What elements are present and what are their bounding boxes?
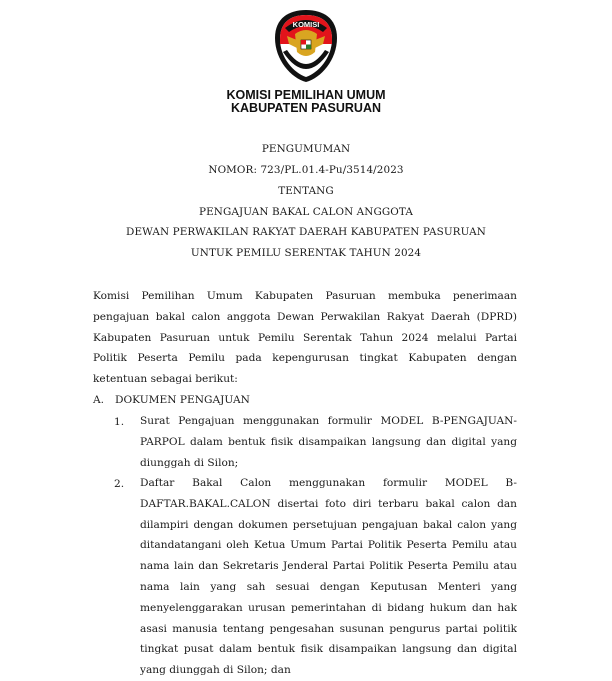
item-line: ditandatangani oleh Ketua Umum Partai Politik Peserta Pemilu atau xyxy=(140,539,517,552)
org-regency: KABUPATEN PASURUAN xyxy=(231,101,381,115)
item-line: DAFTAR.BAKAL.CALON disertai foto diri terbaru bakal calon dan xyxy=(140,497,517,510)
intro-line: ketentuan sebagai berikut: xyxy=(93,373,238,386)
item-number: 2. xyxy=(114,478,125,490)
intro-line: Politik Peserta Pemilu pada kepengurusan tingkat Kabupaten dengan xyxy=(93,352,517,365)
item-line: Surat Pengajuan menggunakan formulir MODEL B-PENGAJUAN- xyxy=(140,415,517,427)
item-line: diunggah di Silon; xyxy=(140,456,239,469)
item-line: nama lain dan Sekretaris Jenderal Partai Politik Peserta Pemilu atau xyxy=(140,560,517,573)
doc-subject-line-2: DEWAN PERWAKILAN RAKYAT DAERAH KABUPATEN PASURUAN xyxy=(126,226,486,238)
logo-top-text: KOMISI xyxy=(292,20,320,29)
item-number: 1. xyxy=(114,416,125,428)
intro-line: pengajuan bakal calon anggota Dewan Perwakilan Rakyat Daerah (DPRD) xyxy=(93,310,517,323)
org-name: KOMISI PEMILIHAN UMUM xyxy=(226,88,386,102)
doc-subject-line-3: UNTUK PEMILU SERENTAK TAHUN 2024 xyxy=(190,247,422,259)
intro-paragraph xyxy=(93,286,517,390)
doc-about-label: TENTANG xyxy=(278,185,334,197)
doc-title: PENGUMUMAN xyxy=(261,143,351,155)
kpu-logo-icon xyxy=(271,8,341,84)
section-a-heading xyxy=(93,394,250,406)
doc-number: NOMOR: 723/PL.01.4-Pu/3514/2023 xyxy=(208,164,404,176)
list-item xyxy=(140,473,517,681)
item-line: Daftar Bakal Calon menggunakan formulir MODEL B- xyxy=(140,477,517,489)
doc-subject-line-1: PENGAJUAN BAKAL CALON ANGGOTA xyxy=(199,206,413,218)
section-title: DOKUMEN PENGAJUAN xyxy=(115,394,250,406)
intro-line: Komisi Pemilihan Umum Kabupaten Pasuruan membuka penerimaan xyxy=(93,290,517,302)
item-line: PARPOL dalam bentuk fisik disampaikan langsung dan digital yang xyxy=(140,435,517,448)
item-line: asasi manusia tentang pengesahan susunan pengurus partai politik xyxy=(140,622,517,635)
item-line: menyelenggarakan urusan pemerintahan di bidang hukum dan hak xyxy=(140,601,517,614)
item-line: tingkat pusat dalam bentuk fisik disampaikan langsung dan digital xyxy=(140,643,517,656)
item-line: nama lain yang sah sesuai dengan Keputusan Menteri yang xyxy=(140,580,517,593)
list-item xyxy=(140,411,517,473)
intro-line: Kabupaten Pasuruan untuk Pemilu Serentak Tahun 2024 melalui Partai xyxy=(93,331,517,344)
section-letter: A. xyxy=(93,394,105,406)
item-line: yang diunggah di Silon; dan xyxy=(140,664,291,677)
item-line: dilampiri dengan dokumen persetujuan pengajuan bakal calon yang xyxy=(140,518,517,531)
